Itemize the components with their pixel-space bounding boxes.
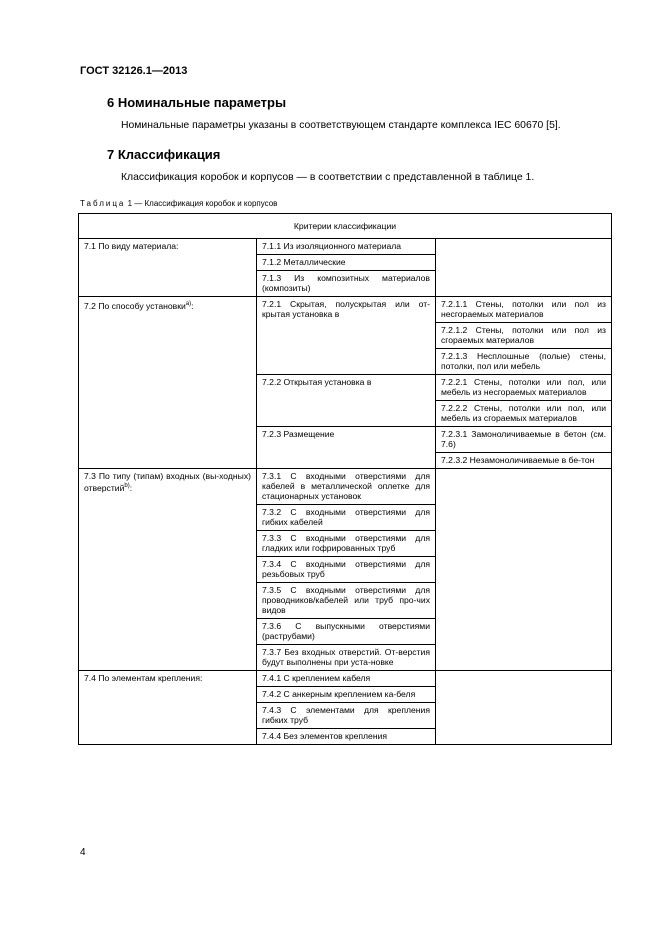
item-cell: 7.3.1 С входными отверстиями для кабелей в металлической оплетке для стационарных установок	[257, 469, 436, 505]
classification-table	[78, 213, 612, 745]
item-cell: 7.3.6 С выпускными отверстиями (раструбами)	[257, 619, 436, 645]
subgroup-cell: 7.2.2 Открытая установка в	[257, 375, 436, 427]
empty-cell	[436, 239, 612, 297]
item-cell: 7.3.4 С входными отверстиями для резьбовых труб	[257, 557, 436, 583]
group-cell: 7.1 По виду материала:	[79, 239, 257, 297]
empty-cell	[436, 671, 612, 745]
item-cell: 7.4.1 С креплением кабеля	[257, 671, 436, 687]
item-cell: 7.2.1.3 Несплошные (полые) стены, потолки, пол или мебель	[436, 349, 612, 375]
page-number: 4	[80, 847, 86, 858]
table-row	[79, 469, 612, 505]
subgroup-cell: 7.2.1 Скрытая, полускрытая или от-крытая установка в	[257, 297, 436, 375]
item-cell: 7.3.5 С входными отверстиями для проводников/кабелей или труб про-чих видов	[257, 583, 436, 619]
table-caption	[80, 199, 277, 208]
item-cell: 7.2.3.2 Незамоноличиваемые в бе-тон	[436, 453, 612, 469]
item-cell: 7.1.2 Металлические	[257, 255, 436, 271]
item-cell: 7.3.3 С входными отверстиями для гладких или гофрированных труб	[257, 531, 436, 557]
item-cell: 7.2.1.1 Стены, потолки или пол из несгораемых материалов	[436, 297, 612, 323]
item-cell: 7.4.2 С анкерным креплением ка-беля	[257, 687, 436, 703]
table-header: Критерии классификации	[79, 214, 612, 239]
footnote-mark: а)	[185, 301, 192, 307]
group-label: 7.3 По типу (типам) входных (вы-ходных) отверстий	[84, 471, 251, 493]
item-cell: 7.2.3.1 Замоноличиваемые в бетон (см. 7.6)	[436, 427, 612, 453]
group-cell	[79, 469, 257, 671]
section-6-text: Номинальные параметры указаны в соответствующем стандарте комплекса IEC 60670 [5].	[121, 120, 561, 131]
group-label: 7.2 По способу установки	[84, 300, 186, 311]
table-row	[79, 671, 612, 687]
item-cell: 7.2.1.2 Стены, потолки или пол из сгораемых материалов	[436, 323, 612, 349]
group-cell: 7.4 По элементам крепления:	[79, 671, 257, 745]
item-cell: 7.3.2 С входными отверстиями для гибких кабелей	[257, 505, 436, 531]
item-cell: 7.2.2.1 Стены, потолки или пол, или мебель из несгораемых материалов	[436, 375, 612, 401]
item-cell: 7.1.3 Из композитных материалов (композиты)	[257, 271, 436, 297]
item-cell: 7.4.4 Без элементов крепления	[257, 729, 436, 745]
section-7-text: Классификация коробок и корпусов — в соответствии с представленной в таблице 1.	[121, 172, 535, 183]
item-cell: 7.2.2.2 Стены, потолки или пол, или мебель из сгораемых материалов	[436, 401, 612, 427]
empty-cell	[436, 469, 612, 671]
table-caption-label: Таблица	[80, 199, 126, 208]
section-7-heading: 7 Классификация	[107, 147, 221, 162]
item-cell: 7.1.1 Из изоляционного материала	[257, 239, 436, 255]
document-code: ГОСТ 32126.1—2013	[80, 65, 188, 77]
table-row	[79, 297, 612, 323]
table-caption-title: 1 — Классификация коробок и корпусов	[127, 199, 278, 208]
item-cell: 7.3.7 Без входных отверстий. От-верстия будут выполнены при уста-новке	[257, 645, 436, 671]
item-cell: 7.4.3 С элементами для крепления гибких труб	[257, 703, 436, 729]
table-row	[79, 239, 612, 255]
group-cell	[79, 297, 257, 469]
group-label-tail: :	[191, 300, 194, 311]
footnote-mark: b)	[124, 483, 130, 489]
group-label-tail: :	[129, 482, 133, 493]
section-6-heading: 6 Номинальные параметры	[107, 95, 287, 110]
subgroup-cell: 7.2.3 Размещение	[257, 427, 436, 469]
